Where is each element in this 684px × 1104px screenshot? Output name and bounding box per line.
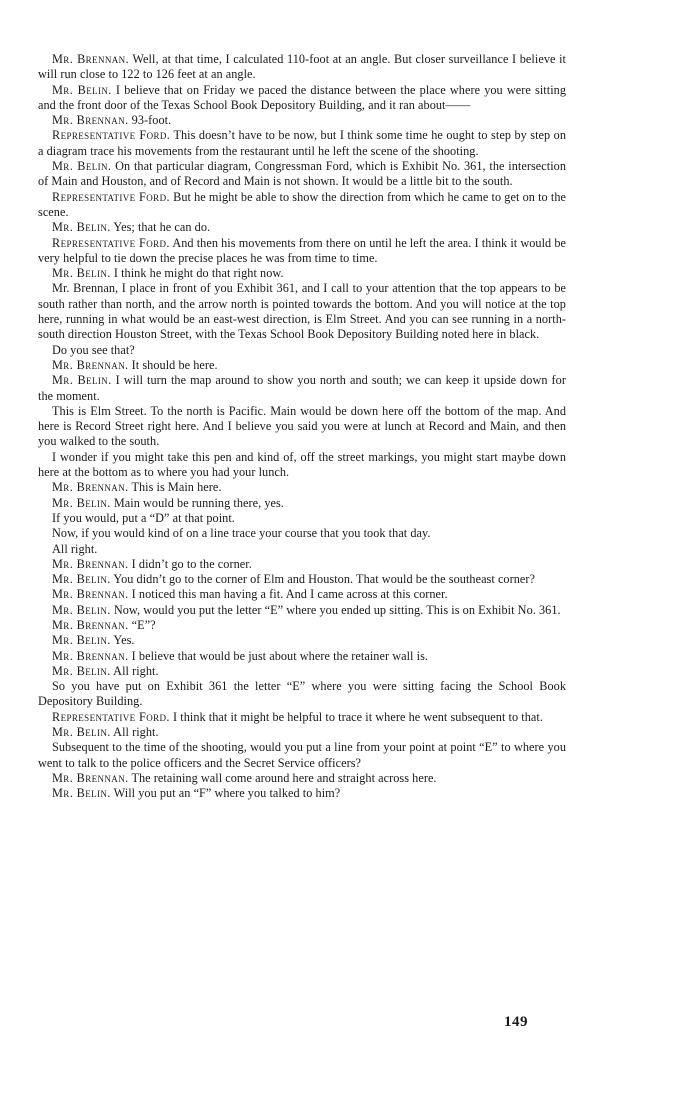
transcript-paragraph: [38, 480, 566, 495]
utterance-text: I noticed this man having a fit. And I came across at this corner.: [128, 587, 448, 602]
utterance-text: 93-foot.: [128, 113, 172, 128]
speaker-name: Representative Ford.: [52, 128, 171, 143]
transcript-paragraph: [38, 404, 566, 450]
utterance-text: All right.: [110, 725, 159, 740]
speaker-name: Mr. Brennan.: [52, 480, 129, 495]
transcript-paragraph: [38, 587, 566, 602]
utterance-text: All right.: [110, 663, 159, 678]
transcript-paragraph: [38, 664, 566, 679]
utterance-text: Yes; that he can do.: [110, 220, 211, 235]
transcript-paragraph: [38, 52, 566, 83]
utterance-text: On that particular diagram, Congressman Ford, which is Exhibit No. 361, the intersection of Main and Houston, and of Record and Main is not shown. It would be a little bit to the south.: [38, 159, 566, 189]
speaker-name: Mr. Brennan.: [52, 617, 129, 632]
page-number: 149: [504, 1014, 528, 1030]
utterance-text: Will you put an “F” where you talked to him?: [110, 786, 341, 801]
transcript-paragraph: [38, 542, 566, 557]
transcript-paragraph: [38, 618, 566, 633]
speaker-name: Mr. Belin.: [52, 159, 112, 174]
utterance-text: But he might be able to show the direction from which he came to get on to the scene.: [38, 189, 566, 219]
transcript-paragraph: [38, 190, 566, 221]
speaker-name: Mr. Belin.: [52, 220, 111, 235]
transcript-paragraph: [38, 343, 566, 358]
speaker-name: Mr. Belin.: [52, 725, 111, 740]
utterance-text: The retaining wall come around here and straight across here.: [128, 770, 437, 785]
transcript-paragraph: [38, 358, 566, 373]
speaker-name: Mr. Belin.: [52, 266, 111, 281]
speaker-name: Mr. Brennan.: [52, 648, 129, 663]
transcript-paragraph: [38, 740, 566, 771]
speaker-name: Mr. Belin.: [52, 373, 112, 388]
utterance-text: I think he might do that right now.: [110, 266, 284, 281]
transcript-body: [38, 52, 566, 802]
transcript-paragraph: [38, 266, 566, 281]
utterance-text: I wonder if you might take this pen and kind of, off the street markings, you might start maybe down here at the bottom as to where you had your lunch.: [38, 449, 566, 480]
utterance-text: Now, would you put the letter “E” where you ended up sitting. This is on Exhibit No. 361.: [110, 602, 561, 617]
utterance-text: Main would be running there, yes.: [110, 495, 284, 510]
speaker-name: Mr. Brennan.: [52, 587, 129, 602]
speaker-name: Representative Ford.: [52, 189, 170, 204]
transcript-paragraph: [38, 128, 566, 159]
utterance-text: This doesn’t have to be now, but I think some time he ought to step by step on a diagram trace his movements from the restaurant until he left the scene of the shooting.: [38, 128, 566, 158]
utterance-text: Now, if you would kind of on a line trace your course that you took that day.: [52, 526, 431, 541]
transcript-paragraph: [38, 373, 566, 404]
speaker-name: Mr. Belin.: [52, 602, 111, 617]
transcript-paragraph: [38, 526, 566, 541]
transcript-paragraph: [38, 633, 566, 648]
utterance-text: Subsequent to the time of the shooting, would you put a line from your point at point “E” to where you went to talk to the police officers and the Secret Service officers?: [38, 740, 566, 770]
utterance-text: It should be here.: [128, 357, 218, 372]
utterance-text: I will turn the map around to show you north and south; we can keep it upside down for the moment.: [38, 373, 566, 403]
speaker-name: Mr. Brennan.: [52, 52, 130, 66]
transcript-paragraph: [38, 511, 566, 526]
transcript-paragraph: [38, 159, 566, 190]
speaker-name: Mr. Belin.: [52, 663, 111, 678]
transcript-paragraph: [38, 236, 566, 267]
speaker-name: Mr. Brennan.: [52, 357, 129, 372]
speaker-name: Mr. Belin.: [52, 495, 111, 510]
transcript-paragraph: [38, 450, 566, 481]
speaker-name: Representative Ford.: [52, 709, 170, 724]
transcript-paragraph: [38, 649, 566, 664]
utterance-text: This is Main here.: [128, 480, 222, 495]
speaker-name: Mr. Brennan.: [52, 770, 129, 785]
utterance-text: All right.: [52, 541, 98, 556]
speaker-name: Mr. Belin.: [52, 572, 111, 587]
utterance-text: Mr. Brennan, I place in front of you Exhibit 361, and I call to your attention that the top appears to be south rather than north, and the arrow north is pointed towards the bottom. And you will notice at the top here, running in what would be an east-west direction, is Elm Street. And you can see running in a north-south direction Houston Street, with the Texas School Book Depository Building noted here in black.: [38, 281, 566, 342]
utterance-text: This is Elm Street. To the north is Pacific. Main would be down here off the bottom of the map. And here is Record Street right here. And I believe you said you were at lunch at Record and Main, and then you walked to the south.: [38, 403, 566, 449]
speaker-name: Representative Ford.: [52, 235, 170, 250]
transcript-paragraph: [38, 603, 566, 618]
speaker-name: Mr. Brennan.: [52, 113, 129, 128]
transcript-paragraph: [38, 725, 566, 740]
speaker-name: Mr. Belin.: [52, 786, 111, 801]
transcript-paragraph: [38, 786, 566, 801]
transcript-page: [38, 52, 566, 802]
transcript-paragraph: [38, 679, 566, 710]
utterance-text: Yes.: [110, 633, 135, 648]
transcript-paragraph: [38, 281, 566, 342]
transcript-paragraph: [38, 771, 566, 786]
transcript-paragraph: [38, 496, 566, 511]
utterance-text: I believe that on Friday we paced the distance between the place where you were sitting and the front door of the Texas School Book Depository Building, and it ran about——: [38, 82, 566, 112]
utterance-text: And then his movements from there on until he left the area. I think it would be very helpful to tie down the precise places he was from time to time.: [38, 235, 566, 265]
speaker-name: Mr. Brennan.: [52, 556, 129, 571]
transcript-paragraph: [38, 557, 566, 572]
utterance-text: So you have put on Exhibit 361 the letter “E” where you were sitting facing the School Book Depository Building.: [38, 679, 566, 709]
transcript-paragraph: [38, 710, 566, 725]
utterance-text: “E”?: [128, 617, 156, 632]
utterance-text: If you would, put a “D” at that point.: [52, 510, 235, 525]
utterance-text: Do you see that?: [52, 342, 135, 357]
utterance-text: I didn’t go to the corner.: [128, 556, 252, 571]
transcript-paragraph: [38, 220, 566, 235]
utterance-text: You didn’t go to the corner of Elm and Houston. That would be the southeast corner?: [110, 572, 536, 587]
utterance-text: I think that it might be helpful to trace it where he went subsequent to that.: [169, 709, 543, 724]
transcript-paragraph: [38, 572, 566, 587]
utterance-text: I believe that would be just about where the retainer wall is.: [128, 648, 428, 663]
speaker-name: Mr. Belin.: [52, 82, 112, 97]
utterance-text: Well, at that time, I calculated 110-foot at an angle. But closer surveillance I believe it will run close to 122 to 126 feet at an angle.: [38, 52, 566, 82]
speaker-name: Mr. Belin.: [52, 633, 111, 648]
transcript-paragraph: [38, 83, 566, 114]
transcript-paragraph: [38, 113, 566, 128]
